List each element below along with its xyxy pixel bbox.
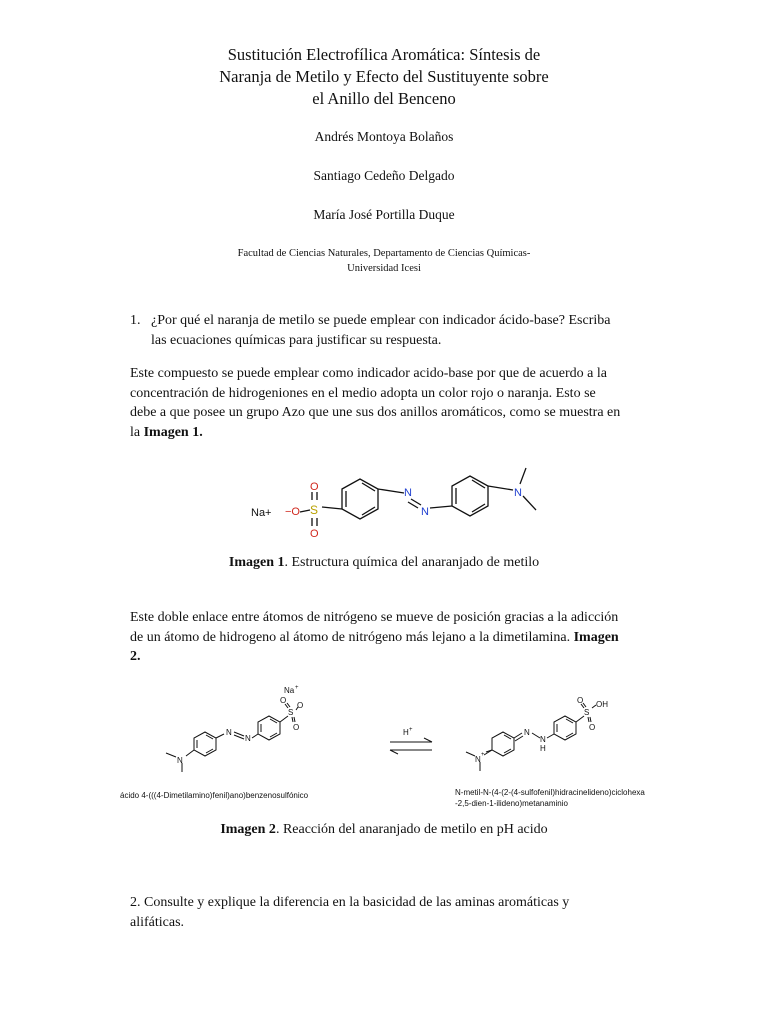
affiliation-line-2: Universidad Icesi	[347, 263, 421, 274]
right-compound-name-line-2: -2,5-dien-1-ilideno)metanaminio	[455, 799, 568, 808]
left-oxygen-2-label: O	[293, 723, 300, 732]
right-nitrogen-b-label: N	[540, 735, 546, 744]
image-2-reference-number: 2.	[130, 649, 141, 664]
title-line-1: Sustitución Electrofílica Aromática: Síntesis de	[227, 45, 541, 64]
figure-2-caption-label: Imagen 2	[220, 822, 276, 837]
paragraph-2	[130, 608, 650, 667]
affiliation-line-1: Facultad de Ciencias Naturales, Departamento de Ciencias Químicas-	[237, 248, 531, 259]
left-compound-name: ácido 4-(((4-Dimetilamino)fenil)ano)benzenosulfónico	[120, 791, 309, 800]
methyl-orange-structure	[240, 462, 560, 544]
reagent-charge: +	[409, 727, 413, 733]
left-oxygen-1-label: O	[280, 696, 287, 705]
right-nitrogen-plus-label: N	[475, 755, 481, 764]
left-sodium-label: Na	[284, 686, 295, 695]
author-1: Andrés Montoya Bolaños	[314, 129, 454, 144]
right-nitrogen-charge: +	[481, 752, 485, 758]
question-1-line-1: ¿Por qué el naranja de metilo se puede emplear con indicador ácido-base? Escriba	[151, 313, 611, 328]
answer-1-line-3: debe a que posee un grupo Azo que une sus dos anillos aromáticos, como se muestra en	[130, 405, 621, 420]
paragraph-2-line-3	[130, 647, 650, 667]
paragraph-2-line-2	[130, 628, 650, 648]
title-line-2: Naranja de Metilo y Efecto del Sustituyente sobre	[219, 67, 549, 86]
left-amine-nitrogen-label: N	[177, 756, 183, 765]
reaction-scheme	[110, 680, 700, 815]
right-nitrogen-a-label: N	[524, 728, 530, 737]
figure-1-caption-text: . Estructura química del anaranjado de metilo	[284, 555, 540, 570]
benzene-ring-2	[452, 476, 488, 516]
question-2-line-2: alifáticas.	[130, 914, 185, 930]
affiliation	[0, 246, 768, 276]
question-1	[151, 311, 651, 350]
paragraph-2-line-2-text: de un átomo de hidrogeno al átomo de nitrógeno más lejano a la dimetilamina.	[130, 629, 574, 645]
sodium-label: Na+	[251, 507, 272, 519]
figure-2-caption	[0, 822, 768, 838]
author-2: Santiago Cedeño Delgado	[313, 168, 455, 183]
paragraph-2-line-1: Este doble enlace entre átomos de nitrógeno se mueve de posición gracias a la adicción	[130, 610, 619, 625]
oxygen-minus-label: −O	[285, 506, 300, 518]
azo-nitrogen-2-label: N	[421, 506, 429, 518]
left-sodium-charge: +	[295, 685, 299, 691]
right-oxygen-1-label: O	[577, 696, 584, 705]
title-line-3: el Anillo del Benceno	[312, 89, 456, 108]
left-azo-nitrogen-2-label: N	[245, 734, 251, 743]
answer-1-line-4	[130, 423, 650, 443]
figure-2-caption-text: . Reacción del anaranjado de metilo en pH acido	[275, 822, 548, 837]
answer-1-line-4-text: la	[130, 424, 144, 440]
image-1-reference: Imagen 1.	[143, 424, 203, 440]
right-hydroxyl-label: OH	[596, 700, 608, 709]
answer-1-line-1: Este compuesto se puede emplear como indicador acido-base por que de acuerdo a la	[130, 366, 607, 381]
sulfur-label: S	[310, 503, 319, 517]
amine-nitrogen-label: N	[514, 487, 522, 499]
figure-1-caption	[0, 555, 768, 571]
left-oxygen-minus-label: O	[297, 701, 304, 710]
author-3: María José Portilla Duque	[313, 207, 455, 222]
oxygen-top-label: O	[310, 481, 319, 493]
benzene-ring-1	[342, 479, 378, 519]
right-hydrogen-label: H	[540, 744, 546, 753]
figure-1-caption-label: Imagen 1	[228, 555, 285, 570]
right-oxygen-2-label: O	[589, 723, 596, 732]
left-azo-nitrogen-1-label: N	[226, 728, 232, 737]
question-2-line-1: 2. Consulte y explique la diferencia en la basicidad de las aminas aromáticas y	[130, 895, 570, 910]
answer-1	[130, 364, 650, 442]
image-2-reference: Imagen	[573, 629, 619, 645]
left-sulfur-label: S	[288, 708, 294, 717]
paper-title	[0, 44, 768, 110]
right-sulfur-label: S	[584, 708, 590, 717]
question-1-line-2: las ecuaciones químicas para justificar su respuesta.	[151, 332, 442, 348]
question-2	[130, 893, 650, 932]
right-ring-1	[492, 732, 514, 756]
answer-1-line-2: concentración de hidrogeniones en el medio adopta un color rojo o naranja. Esto se	[130, 385, 596, 401]
right-compound-name-line-1: N-metil-N-(4-(2-(4-sulfofenil)hidracinelideno)ciclohexa	[455, 788, 645, 797]
azo-nitrogen-1-label: N	[404, 487, 412, 499]
oxygen-bottom-label: O	[310, 528, 319, 540]
reagent-label: H	[403, 728, 409, 737]
question-1-number: 1.	[130, 313, 141, 328]
